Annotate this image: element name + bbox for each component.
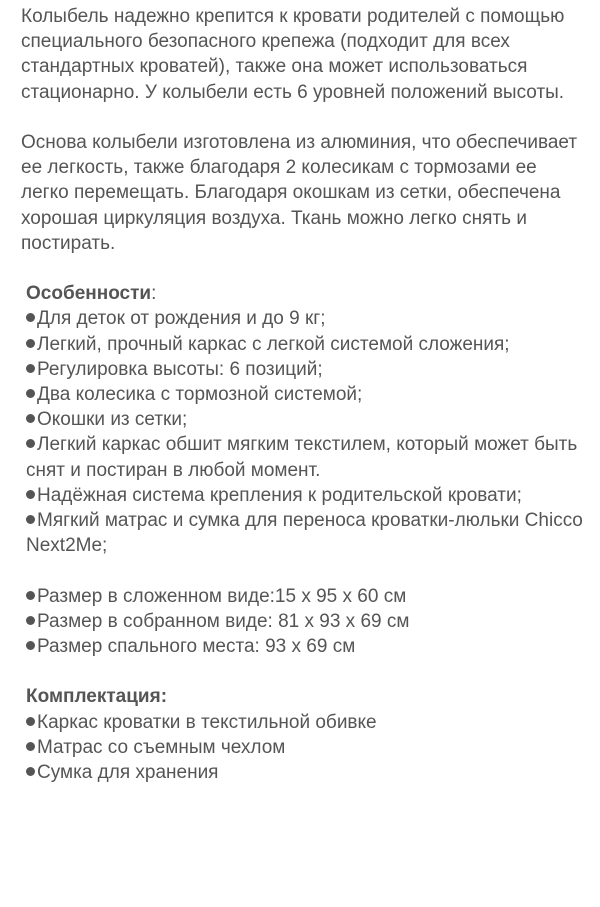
list-item-text: Для деток от рождения и до 9 кг; <box>37 308 326 330</box>
bullet-icon <box>26 717 35 726</box>
package-list <box>21 710 586 786</box>
bullet-icon <box>26 339 35 348</box>
list-item-text: Регулировка высоты: 6 позиций; <box>37 358 323 380</box>
list-item <box>21 432 586 482</box>
spacer <box>21 659 586 684</box>
list-item-text: Легкий каркас обшит мягким текстилем, который может быть снят и постиран в любой момент. <box>26 434 578 481</box>
list-item <box>21 407 586 432</box>
bullet-icon <box>26 515 35 524</box>
list-item-text: Мягкий матрас и сумка для переноса кроватки-люльки Chicco Next2Me; <box>26 510 583 557</box>
bullet-icon <box>26 414 35 423</box>
features-list <box>21 306 586 558</box>
bullet-icon <box>26 389 35 398</box>
list-item-text: Сумка для хранения <box>37 762 219 784</box>
list-item <box>21 357 586 382</box>
spacer <box>21 105 586 130</box>
list-item <box>21 710 586 735</box>
bullet-icon <box>26 313 35 322</box>
list-item-text: Окошки из сетки; <box>37 409 188 431</box>
list-item-text: Размер спального места: 93 х 69 см <box>37 636 356 658</box>
list-item-text: Легкий, прочный каркас с легкой системой сложения; <box>37 333 510 355</box>
description-paragraph-2: Основа колыбели изготовлена из алюминия, что обеспечивает ее легкость, также благодаря 2 колесикам с тормозами ее легко перемещать. Благодаря окошкам из сетки, обеспечена хорошая циркуляция воздуха. Ткань можно легко снять и постирать. <box>21 132 578 254</box>
bullet-icon <box>26 439 35 448</box>
description-paragraph-1: Колыбель надежно крепится к кровати родителей с помощью специального безопасного крепежа (подходит для всех стандартных кроватей), также она может использоваться стационарно. У колыбели есть 6 уровней положений высоты. <box>21 6 565 103</box>
list-item-text: Матрас со съемным чехлом <box>37 736 286 758</box>
bullet-icon <box>26 591 35 600</box>
package-heading: Комплектация: <box>26 686 168 708</box>
list-item <box>21 332 586 357</box>
features-heading <box>21 281 586 306</box>
bullet-icon <box>26 364 35 373</box>
product-description <box>21 4 586 785</box>
list-item-text: Два колесика с тормозной системой; <box>37 384 363 406</box>
list-item <box>21 735 586 760</box>
list-item-text: Размер в сложенном виде:15 х 95 х 60 см <box>37 585 407 607</box>
list-item <box>21 609 586 634</box>
spacer <box>21 256 586 281</box>
list-item <box>21 382 586 407</box>
bullet-icon <box>26 742 35 751</box>
list-item <box>21 508 586 558</box>
list-item-text: Каркас кроватки в текстильной обивке <box>37 711 377 733</box>
list-item-text: Размер в собранном виде: 81 х 93 х 69 см <box>37 610 410 632</box>
list-item-text: Надёжная система крепления к родительской кровати; <box>37 484 522 506</box>
features-heading-colon: : <box>151 283 157 305</box>
spacer <box>21 558 586 583</box>
list-item <box>21 584 586 609</box>
dimensions-list <box>21 584 586 660</box>
list-item <box>21 306 586 331</box>
bullet-icon <box>26 767 35 776</box>
bullet-icon <box>26 641 35 650</box>
features-heading-text: Особенности <box>26 283 152 305</box>
list-item <box>21 634 586 659</box>
bullet-icon <box>26 616 35 625</box>
list-item <box>21 760 586 785</box>
bullet-icon <box>26 490 35 499</box>
list-item <box>21 483 586 508</box>
